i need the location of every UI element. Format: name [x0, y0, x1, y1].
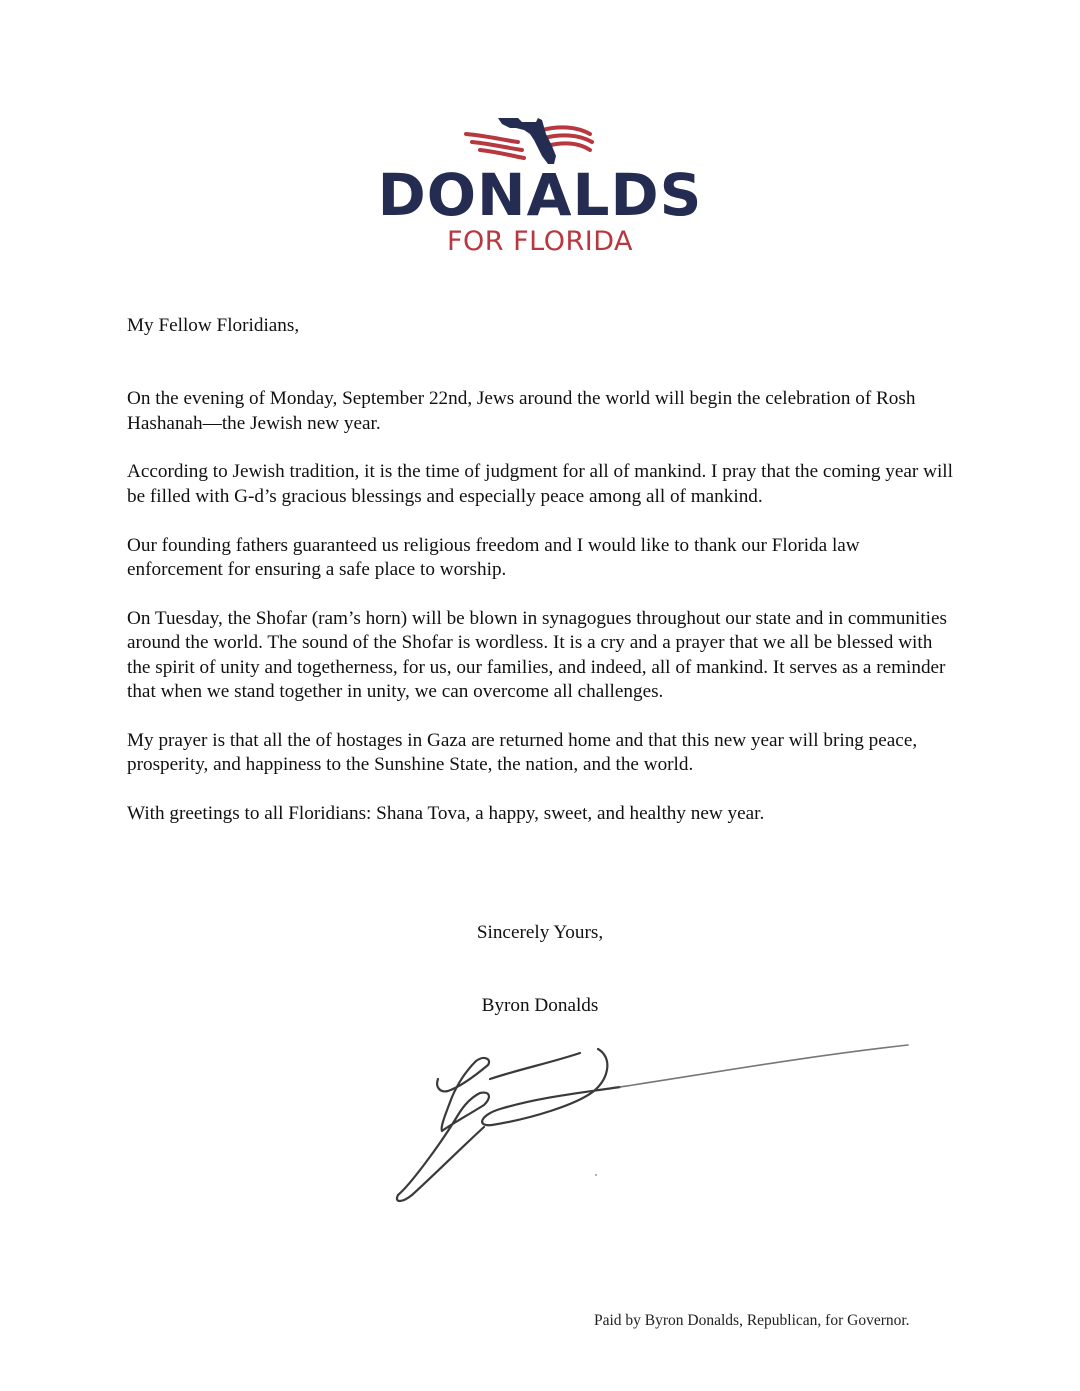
- closing-line: Sincerely Yours,: [476, 922, 604, 943]
- flag-stripe: [542, 127, 590, 134]
- signature-stroke: [620, 1045, 908, 1087]
- signature-stroke: [482, 1049, 620, 1125]
- paragraph: Our founding fathers guaranteed us religious freedom and I would like to thank our Florida law enforcement for ensuring a safe place to worship.: [127, 534, 860, 581]
- paragraph: With greetings to all Floridians: Shana Tova, a happy, sweet, and healthy new year.: [127, 803, 765, 825]
- signature-dot: [595, 1174, 597, 1176]
- paid-for-disclaimer: Paid by Byron Donalds, Republican, for Governor.: [594, 1312, 910, 1329]
- paragraph: On the evening of Monday, September 22nd, Jews around the world will begin the celebration of Rosh Hashanah—the Jewish new year.: [127, 388, 916, 434]
- paragraph: On Tuesday, the Shofar (ram’s horn) will be blown in synagogues throughout our state and in communities around the world. The sound of the Shofar is wordless. It is a cry and a prayer that we all be blessed with the spirit of unity and togetherness, for us, our families, and indeed, all of mankind. It serves as a reminder that when we stand together in unity, we can overcome all challenges.: [127, 607, 947, 703]
- signature-icon: [380, 1035, 920, 1220]
- signature-stroke: [490, 1053, 580, 1079]
- signer-name: Byron Donalds: [481, 995, 599, 1016]
- flag-stripe: [544, 135, 592, 142]
- paragraph: According to Jewish tradition, it is the time of judgment for all of mankind. I pray that the coming year will be filled with G-d’s gracious blessings and especially peace among all of mankind.: [127, 461, 953, 507]
- signature-stroke: [397, 1058, 489, 1201]
- logo-title: DONALDS: [377, 161, 703, 229]
- paragraph: My prayer is that all the of hostages in Gaza are returned home and that this new year will bring peace, prosperity, and happiness to the Sunshine State, the nation, and the world.: [127, 729, 918, 776]
- salutation: My Fellow Floridians,: [127, 315, 300, 336]
- logo-subtitle: FOR FLORIDA: [447, 226, 633, 257]
- letter-body: [127, 314, 957, 851]
